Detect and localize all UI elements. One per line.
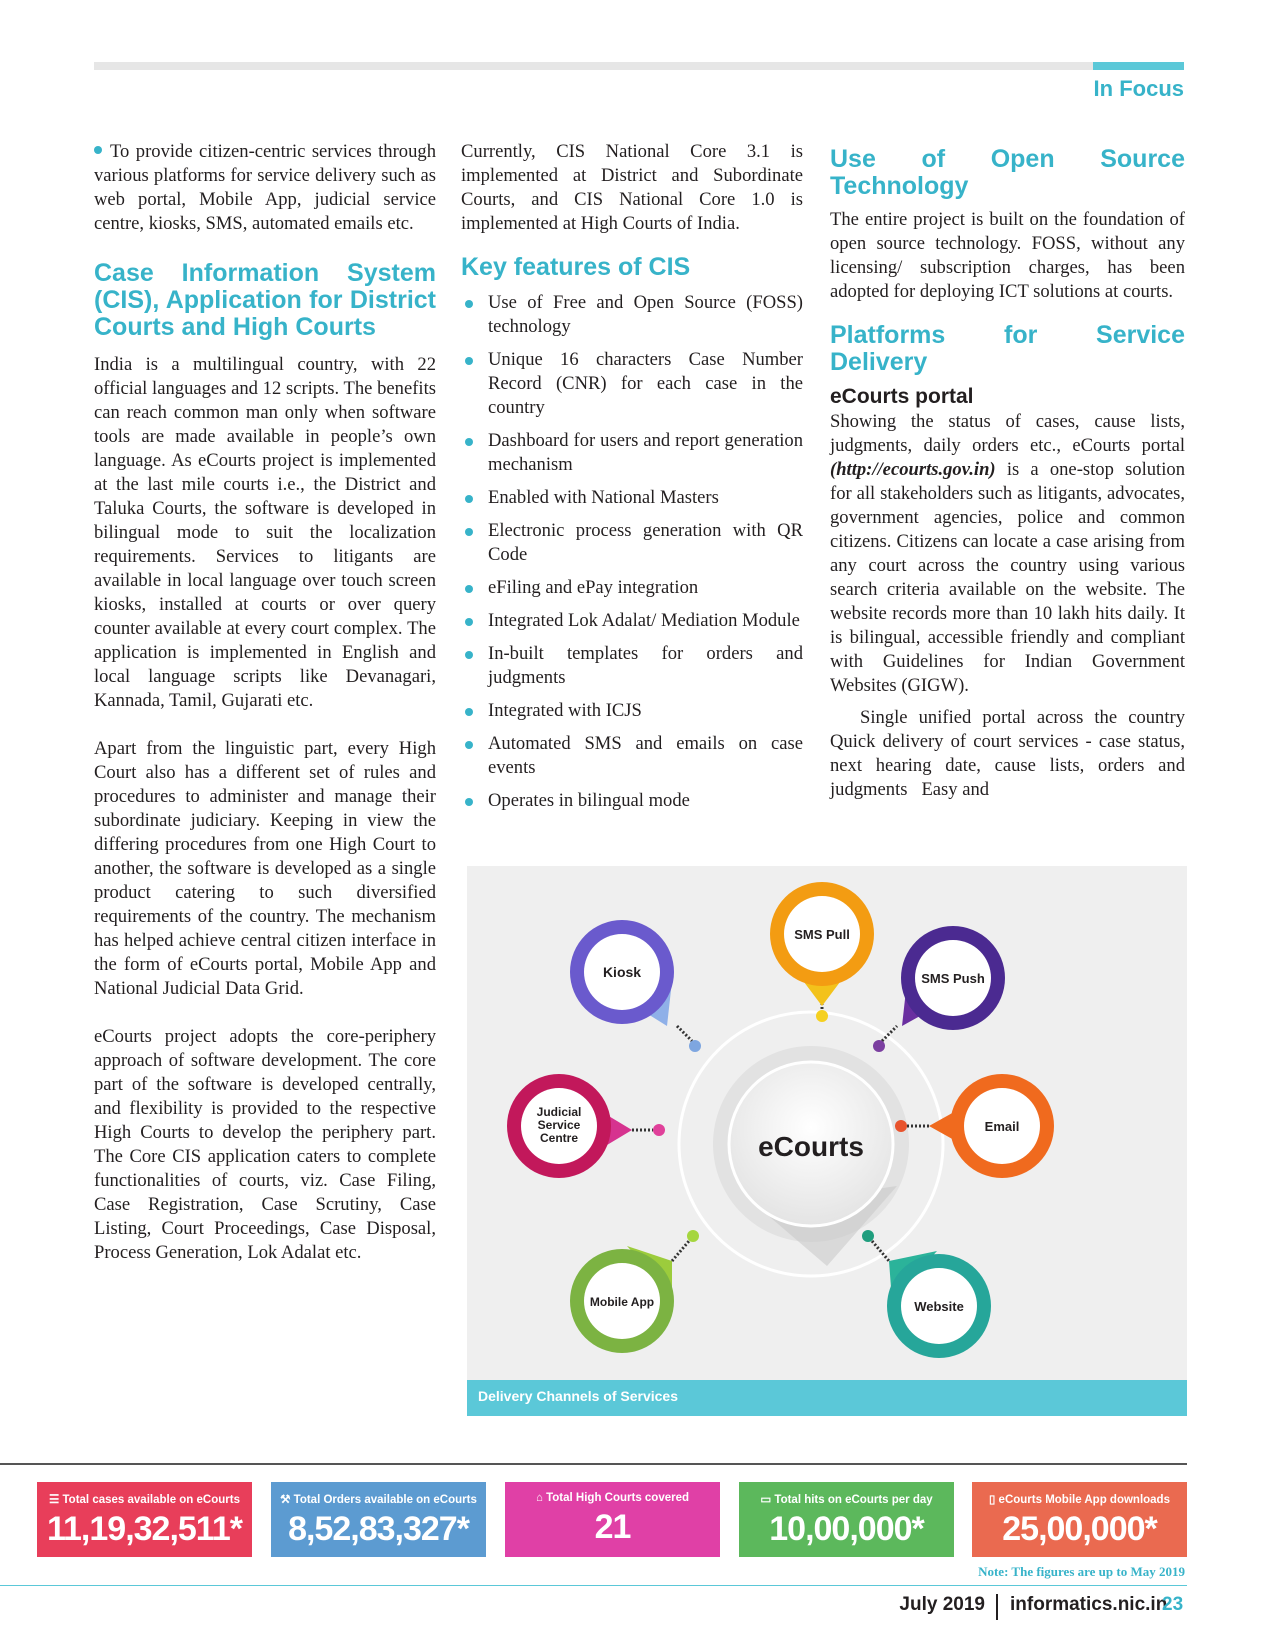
connector [677, 1026, 692, 1041]
diagram-caption: Delivery Channels of Services [478, 1388, 678, 1404]
diagram-svg [467, 866, 1187, 1416]
portal-link[interactable]: (http://ecourts.gov.in) [830, 459, 996, 480]
footer-site[interactable]: informatics.nic.in [1010, 1594, 1168, 1615]
platforms-heading: Platforms for Service Delivery [830, 321, 1185, 376]
node-label: Website [914, 1299, 964, 1314]
high-court-paragraph: Apart from the linguistic part, every High Court also has a different set of rules and procedures to administer and manage their subordinate judiciary. Keeping in view the differing procedures from one High Court to another, the software is developed as a single product catering to such diversified requirements of the country. The mechanism has helped achieve central citizen interface in the form of eCourts portal, Mobile App and National Judicial Data Grid. [94, 738, 436, 999]
list-item: Operates in bilingual mode [461, 789, 803, 813]
list-item: eFiling and ePay integration [461, 576, 803, 600]
core-periphery-paragraph: eCourts project adopts the core-periphery approach of software development. The core part of the software is developed centrally, and flexibility is provided to the respective High Courts to develop the periphery part. The Core CIS application caters to complete functionalities of courts, viz. Case Filing, Case Registration, Case Scrutiny, Case Listing, Court Proceedings, Case Disposal, Process Generation, Lok Adalat etc. [94, 1026, 436, 1263]
mobile-icon: ▯ [989, 1494, 999, 1506]
bullet-icon [94, 146, 102, 154]
bullet-icon [465, 495, 473, 503]
bullet-icon [465, 300, 473, 308]
node-label: SMS Push [921, 971, 985, 986]
center-label: eCourts [758, 1131, 864, 1162]
stat-value: 21 [594, 1508, 631, 1546]
features-list [461, 291, 803, 813]
section-label: In Focus [1093, 76, 1184, 101]
laptop-icon: ▭ [760, 1494, 775, 1506]
node-email [895, 1074, 1054, 1178]
delivery-channels-diagram [467, 866, 1187, 1416]
open-source-heading: Use of Open Source Technology [830, 145, 1185, 200]
connector [672, 1241, 689, 1261]
bullet-icon [465, 585, 473, 593]
node-label-line-2: Service [537, 1118, 581, 1132]
list-item: Use of Free and Open Source (FOSS) technology [461, 291, 803, 339]
key-features-heading: Key features of CIS [461, 253, 691, 281]
ecourts-portal-paragraph: Showing the status of cases, cause lists, judgments, daily orders etc., eCourts portal (http://ecourts.gov.in) is a one-stop solution for all stakeholders such as litigants, advocates, government agencies, police and common citizens. Citizens can locate a case arising from any court across the country using various search criteria available on the website. The website records more than 10 lakh hits daily. It is bilingual, accessible friendly and compliant with Guidelines for Indian Government Websites (GIGW). [830, 411, 1185, 696]
portal-points: Single unified portal across the country Quick delivery of court services - case status, next hearing date, cause lists, orders and judgments Easy and [830, 707, 1185, 800]
node-sms-pull [770, 882, 874, 1022]
node-label-line-3: Centre [539, 1131, 579, 1145]
figures-note: Note: The figures are up to May 2019 [978, 1564, 1185, 1579]
stat-value: 8,52,83,327* [288, 1510, 469, 1548]
cis-core-paragraph: Currently, CIS National Core 3.1 is implemented at District and Subordinate Courts, and CIS National Core 1.0 is implemented at High Courts of India. [461, 141, 803, 234]
courthouse-icon: ⌂ [535, 1492, 547, 1504]
node-dot [687, 1230, 699, 1242]
node-label: Kiosk [602, 964, 642, 980]
header-rule-accent [1093, 62, 1184, 70]
stat-app-downloads: ▯ eCourts Mobile App downloads 25,00,000* [972, 1482, 1187, 1557]
bullet-icon [465, 708, 473, 716]
footer-date: July 2019 [899, 1594, 985, 1615]
multilingual-paragraph: India is a multilingual country, with 22 official languages and 12 scripts. The benefits can reach common man only when software tools are made available in people’s own language. As eCourts project is implemented at the last mile courts i.e., the District and Taluka Courts, the software is developed in bilingual mode to suit the localization requirements. Services to litigants are available in local language over touch screen kiosks, installed at courts or over query counter available at every court complex. The application is implemented in English and local language scripts like Devanagari, Kannada, Tamil, Gujarati etc. [94, 354, 436, 711]
footer-separator [996, 1594, 998, 1620]
node-mobile-app [570, 1230, 699, 1353]
bullet-icon [465, 651, 473, 659]
page-number: 23 [1162, 1594, 1184, 1615]
list-item: In-built templates for orders and judgments [461, 642, 803, 690]
node-label: Judicial [536, 1105, 582, 1119]
open-source-paragraph: The entire project is built on the foundation of open source technology. FOSS, without any licensing/ subscription charges, has been adopted for deploying ICT solutions at courts. [830, 209, 1185, 302]
intro-paragraph: To provide citizen-centric services through various platforms for service delivery such as web portal, Mobile App, judicial service centre, kiosks, SMS, automated emails etc. [94, 141, 436, 234]
stat-total-orders: ⚒ Total Orders available on eCourts 8,52,83,327* [271, 1482, 486, 1557]
list-item: Dashboard for users and report generation mechanism [461, 429, 803, 477]
node-judicial-service-centre [507, 1074, 665, 1178]
node-website [862, 1230, 991, 1358]
stat-value: 10,00,000* [769, 1510, 924, 1548]
stats-divider [0, 1463, 1187, 1465]
list-item: Unique 16 characters Case Number Record (CNR) for each case in the country [461, 348, 803, 420]
node-kiosk [570, 920, 701, 1052]
stat-high-courts: ⌂ Total High Courts covered 21 [505, 1482, 720, 1557]
list-icon: ☰ [49, 1494, 63, 1506]
list-item: Electronic process generation with QR Code [461, 519, 803, 567]
stat-value: 25,00,000* [1002, 1510, 1157, 1548]
node-dot [895, 1120, 907, 1132]
gavel-icon: ⚒ [280, 1494, 294, 1506]
column-1 [94, 140, 436, 1265]
bullet-icon [465, 528, 473, 536]
bullet-icon [465, 438, 473, 446]
bullet-icon [465, 618, 473, 626]
bullet-icon [465, 798, 473, 806]
column-3 [830, 146, 1185, 802]
footer-rule [0, 1585, 1187, 1586]
node-dot [873, 1040, 885, 1052]
stat-value: 11,19,32,511* [46, 1510, 242, 1548]
node-dot [689, 1040, 701, 1052]
ecourts-portal-subheading: eCourts portal [830, 385, 974, 408]
node-dot [862, 1230, 874, 1242]
stat-total-cases: ☰ Total cases available on eCourts 11,19,32,511* [37, 1482, 252, 1557]
list-item: Integrated with ICJS [461, 699, 803, 723]
node-label: Mobile App [589, 1295, 655, 1309]
header-rule [94, 62, 1184, 70]
column-2 [461, 140, 803, 822]
node-label: SMS Pull [794, 927, 850, 942]
list-item: Automated SMS and emails on case events [461, 732, 803, 780]
node-label: Email [984, 1119, 1020, 1134]
list-item: Integrated Lok Adalat/ Mediation Module [461, 609, 803, 633]
list-item: Enabled with National Masters [461, 486, 803, 510]
bullet-icon [465, 357, 473, 365]
stat-daily-hits: ▭ Total hits on eCourts per day 10,00,000* [739, 1482, 954, 1557]
node-sms-push [873, 926, 1005, 1052]
node-dot [816, 1010, 828, 1022]
cis-heading: Case Information System (CIS), Application for District Courts and High Courts [94, 259, 436, 341]
node-dot [653, 1124, 665, 1136]
bullet-icon [465, 741, 473, 749]
